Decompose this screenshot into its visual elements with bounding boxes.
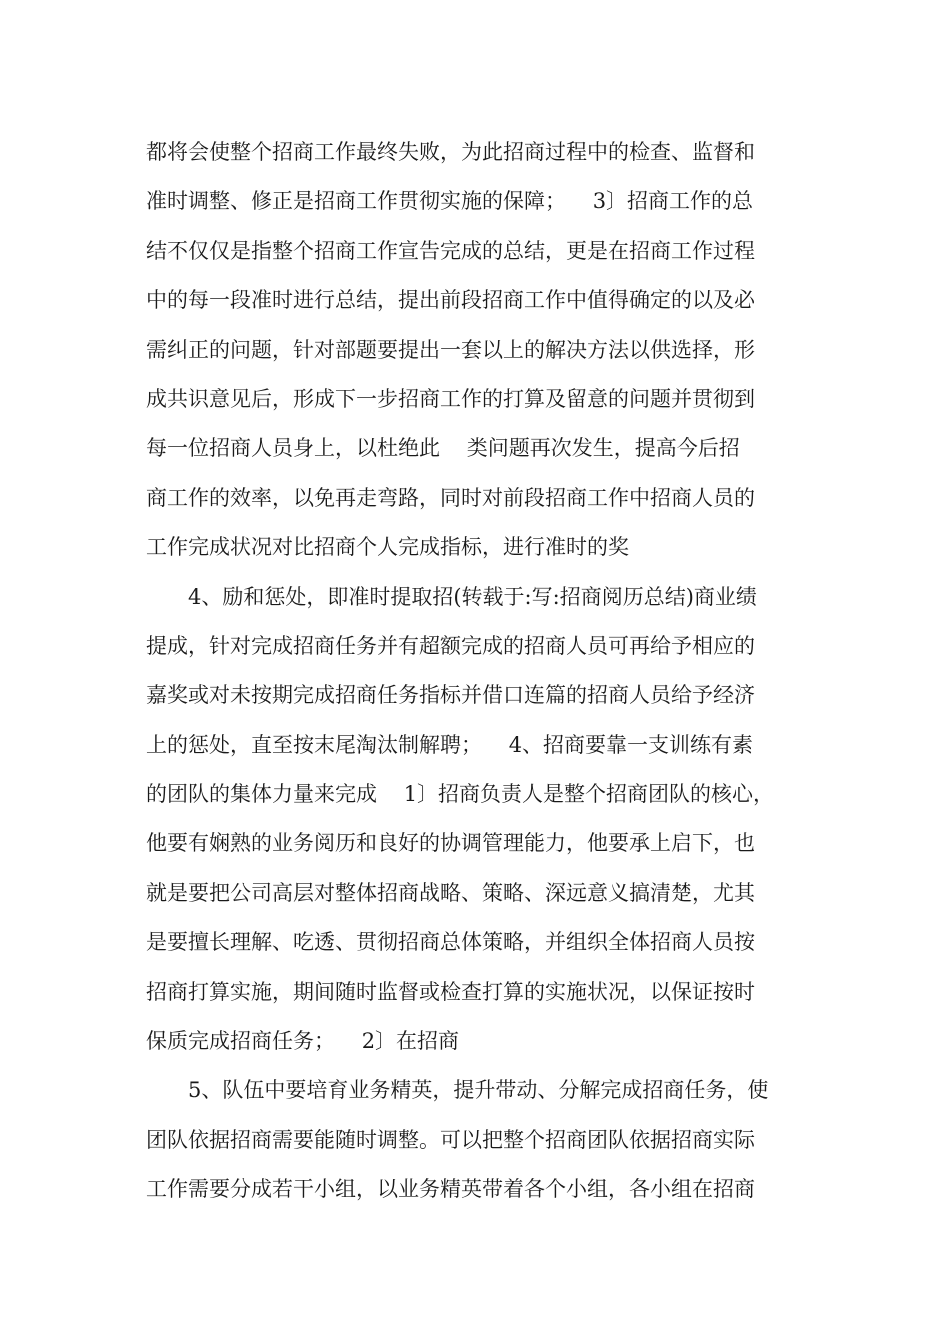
text-line: 准时调整、修正是招商工作贯彻实施的保障； 3〕招商工作的总 <box>146 189 754 214</box>
text-line: 的团队的集体力量来完成 1〕招商负责人是整个招商团队的核心， <box>146 782 775 807</box>
text-line: 结不仅仅是指整个招商工作宣告完成的总结，更是在招商工作过程 <box>146 238 755 263</box>
text-line: 提成，针对完成招商任务并有超额完成的招商人员可再给予相应的 <box>146 633 755 658</box>
text-line: 嘉奖或对未按期完成招商任务指标并借口连篇的招商人员给予经济 <box>146 683 755 708</box>
text-line: 保质完成招商任务； 2〕在招商 <box>146 1029 460 1054</box>
text-line: 中的每一段准时进行总结，提出前段招商工作中值得确定的以及必 <box>146 288 755 313</box>
text-line: 就是要把公司高层对整体招商战略、策略、深远意义搞清楚，尤其 <box>146 880 755 905</box>
text-line: 上的惩处，直至按末尾淘汰制解聘； 4、招商要靠一支训练有素 <box>146 732 754 757</box>
text-line: 都将会使整个招商工作最终失败，为此招商过程中的检查、监督和 <box>146 140 755 164</box>
text-line: 成共识意见后，形成下一步招商工作的打算及留意的问题并贯彻到 <box>146 386 755 411</box>
text-line: 需纠正的问题，针对部题要提出一套以上的解决方法以供选择，形 <box>146 337 755 362</box>
paragraph-start-4: 4、励和惩处，即准时提取招(转载于:写:招商阅历总结)商业绩 <box>188 584 757 609</box>
text-line: 团队依据招商需要能随时调整。可以把整个招商团队依据招商实际 <box>146 1127 755 1152</box>
text-line: 是要擅长理解、吃透、贯彻招商总体策略，并组织全体招商人员按 <box>146 930 755 955</box>
text-line: 招商打算实施，期间随时监督或检查打算的实施状况，以保证按时 <box>146 979 755 1004</box>
document-body <box>146 128 826 1215</box>
text-line: 商工作的效率，以免再走弯路，同时对前段招商工作中招商人员的 <box>146 485 755 510</box>
text-line: 工作需要分成若干小组，以业务精英带着各个小组，各小组在招商 <box>146 1177 755 1202</box>
text-line: 工作完成状况对比招商个人完成指标，进行准时的奖 <box>146 535 629 560</box>
text-line: 他要有娴熟的业务阅历和良好的协调管理能力，他要承上启下，也 <box>146 831 755 856</box>
text-line: 每一位招商人员身上，以杜绝此 类问题再次发生，提高今后招 <box>146 436 740 461</box>
paragraph-start-5: 5、队伍中要培育业务精英，提升带动、分解完成招商任务，使 <box>188 1078 769 1103</box>
